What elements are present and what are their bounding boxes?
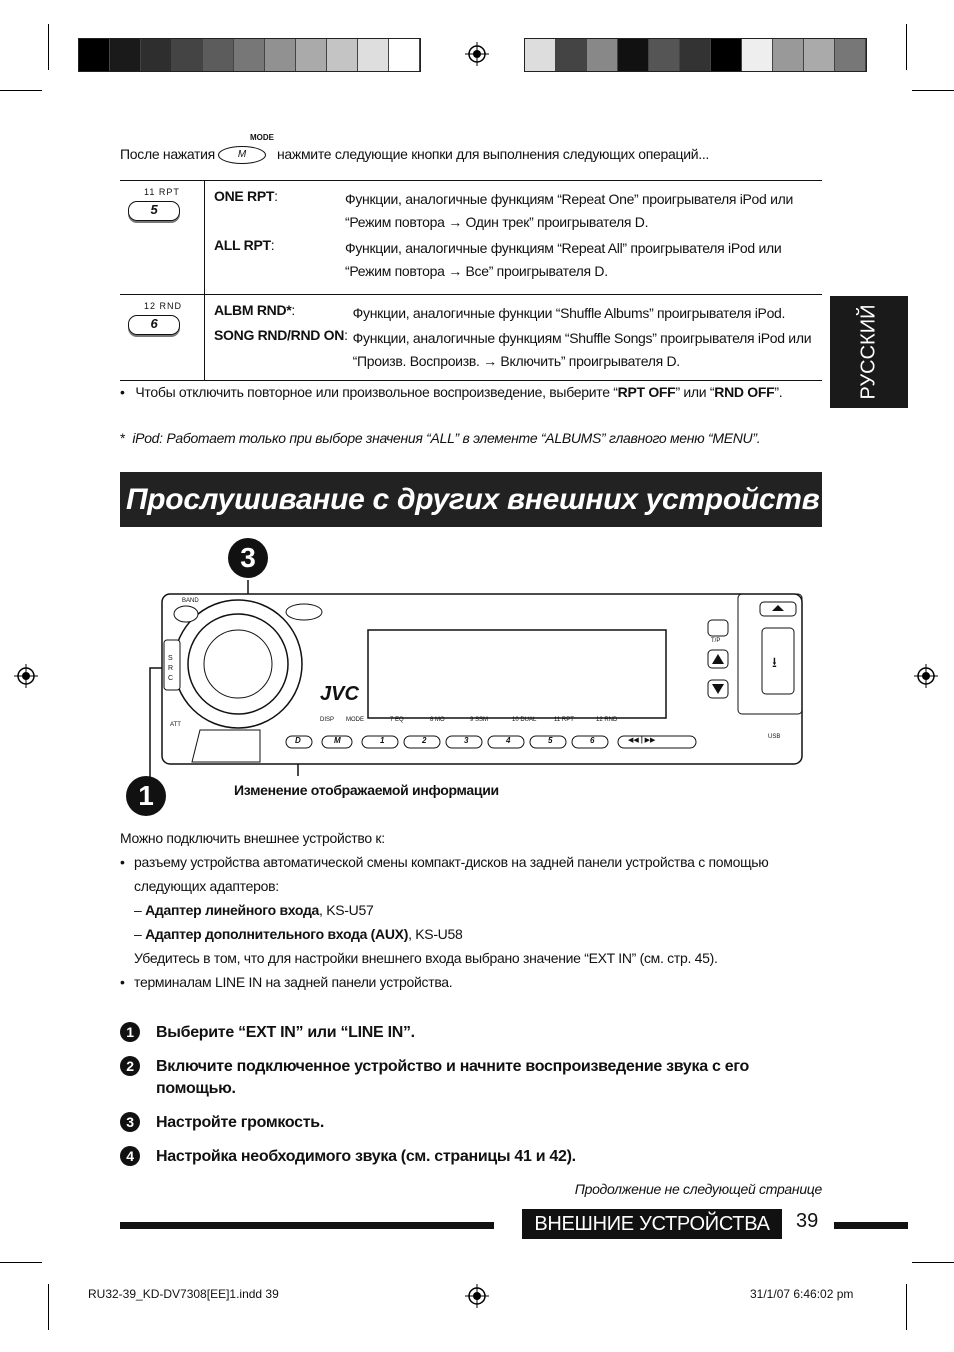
intro-line xyxy=(120,146,215,162)
key-label-dual: 10 DUAL xyxy=(512,717,537,723)
list-item: – Адаптер дополнительного входа (AUX), KS-U58 xyxy=(134,926,463,942)
step-number: 3 xyxy=(120,1112,140,1132)
key-m: M xyxy=(334,736,341,745)
step-text: Настройте громкость. xyxy=(156,1114,324,1131)
key-label-rpt: 11 RPT xyxy=(554,717,574,723)
adapter2-model: , KS-U58 xyxy=(408,926,463,942)
step-item xyxy=(120,1022,820,1044)
footer-section: ВНЕШНИЕ УСТРОЙСТВА xyxy=(522,1209,782,1239)
language-tab-label: РУССКИЙ xyxy=(857,304,880,400)
att-label: ATT xyxy=(170,722,181,728)
section-heading: Прослушивание с других внешних устройств xyxy=(120,472,822,527)
table-row xyxy=(120,295,822,381)
op-term: SONG RND/RND ON: xyxy=(214,327,348,343)
op-desc: Функции, аналогичные функциям “Shuffle Songs” проигрывателя iPod или “Произв. Воспроизв. → Включить” проигрывателя D. xyxy=(352,330,812,369)
op-cell xyxy=(205,181,823,295)
key-label-mo: 8 MO xyxy=(430,717,445,723)
callout-3: 3 xyxy=(228,538,268,578)
step-text: Включите подключенное устройство и начните воспроизведение звука с его помощью. xyxy=(156,1058,749,1097)
note-after: ”. xyxy=(774,384,783,400)
language-tab xyxy=(830,296,908,408)
key-label-eq: 7 EQ xyxy=(390,717,404,723)
table-row xyxy=(120,181,822,295)
crop-mark xyxy=(912,90,954,91)
color-bar-right xyxy=(524,38,867,72)
slug-date: 31/1/07 6:46:02 pm xyxy=(750,1287,854,1301)
brand-logo: JVC xyxy=(320,683,359,705)
usb-label: USB xyxy=(768,734,781,740)
op-desc: Функции, аналогичные функции “Shuffle Albums” проигрывателя iPod. xyxy=(352,305,786,321)
adapter2-name: Адаптер дополнительного входа (AUX) xyxy=(145,926,409,942)
list-item: • разъему устройства автоматической смены компакт-дисков на задней панели устройства с помощью следующих адаптеров: xyxy=(120,850,820,898)
crop-mark xyxy=(48,24,49,70)
key-6: 6 xyxy=(590,736,595,745)
list-item: – Адаптер линейного входа, KS-U57 xyxy=(134,902,374,918)
key-d: D xyxy=(295,736,301,745)
crop-mark xyxy=(0,90,42,91)
op-term: ALBM RND*: xyxy=(214,302,295,318)
op-cell xyxy=(205,295,823,381)
note-rnd-off: RND OFF xyxy=(714,384,775,400)
intro-before: После нажатия xyxy=(120,146,215,162)
op-term: ALL RPT: xyxy=(214,237,275,253)
key-2: 2 xyxy=(422,736,427,745)
crop-mark xyxy=(0,1262,42,1263)
usb-icon: ⭳ xyxy=(772,654,777,670)
step-number: 1 xyxy=(120,1022,140,1042)
step-number: 2 xyxy=(120,1056,140,1076)
key-cell xyxy=(120,295,205,381)
note-before: Чтобы отключить повторное или произвольное воспроизведение, выберите “ xyxy=(135,384,618,400)
key-cell xyxy=(120,181,205,295)
key-3: 3 xyxy=(464,736,469,745)
diagram-caption: Изменение отображаемой информации xyxy=(234,782,499,798)
car-stereo-diagram xyxy=(140,580,810,780)
connect-block xyxy=(120,826,820,994)
note-middle: ” или “ xyxy=(675,384,715,400)
operations-table xyxy=(120,180,822,381)
step-text: Выберите “EXT IN” или “LINE IN”. xyxy=(156,1024,415,1041)
op-desc: Функции, аналогичные функциям “Repeat All” проигрывателя iPod или “Режим повтора → Все” проигрывателя D. xyxy=(345,240,782,279)
seek-key: ◀◀ | ▶▶ xyxy=(628,737,656,744)
footnote-text: iPod: Работает только при выборе значения “ALL” в элементе “ALBUMS” главного меню “MENU”. xyxy=(132,430,761,446)
connect-item1: разъему устройства автоматической смены компакт-дисков на задней панели устройства с помощью следующих адаптеров: xyxy=(134,854,769,894)
registration-mark-icon xyxy=(914,664,938,688)
key-label-mode: MODE xyxy=(346,717,364,723)
step-item xyxy=(120,1146,820,1168)
registration-mark-icon xyxy=(465,42,489,66)
key-label: 11 RPT xyxy=(144,187,180,197)
step-number: 4 xyxy=(120,1146,140,1166)
crop-mark xyxy=(906,24,907,70)
tp-label: T/P xyxy=(711,638,721,644)
key-6-icon: 6 xyxy=(128,315,180,335)
src-label: S R C xyxy=(168,655,174,682)
intro-after: нажмите следующие кнопки для выполнения следующих операций... xyxy=(277,146,710,162)
step-text: Настройка необходимого звука (см. страницы 41 и 42). xyxy=(156,1148,576,1165)
list-item: • терминалам LINE IN на задней панели устройства. xyxy=(120,970,820,994)
op-term: ONE RPT: xyxy=(214,188,278,204)
slug-file: RU32-39_KD-DV7308[EE]1.indd 39 xyxy=(88,1287,279,1301)
connect-lead: Можно подключить внешнее устройство к: xyxy=(120,830,385,846)
bottom-key-labels xyxy=(320,717,636,723)
key-label-rnd: 12 RND xyxy=(596,717,618,723)
footer-rule xyxy=(834,1222,908,1229)
note-line xyxy=(120,384,820,400)
key-label-ssm: 9 SSM xyxy=(470,717,489,723)
adapter1-name: Адаптер линейного входа xyxy=(145,902,320,918)
callout-1: 1 xyxy=(126,776,166,816)
crop-mark xyxy=(912,1262,954,1263)
connect-item2: терминалам LINE IN на задней панели устройства. xyxy=(134,974,453,990)
continued-note: Продолжение не следующей странице xyxy=(574,1181,822,1197)
step-item xyxy=(120,1056,820,1100)
page-number: 39 xyxy=(796,1210,819,1232)
mode-label: MODE xyxy=(250,133,274,142)
steps-list xyxy=(120,1022,820,1168)
key-5: 5 xyxy=(548,736,553,745)
key-label-disp: DISP xyxy=(320,717,335,723)
crop-mark xyxy=(906,1284,907,1330)
adapter1-model: , KS-U57 xyxy=(319,902,374,918)
key-5-icon: 5 xyxy=(128,201,180,221)
footnote-mark: * xyxy=(120,430,126,446)
step-item xyxy=(120,1112,820,1134)
key-1: 1 xyxy=(380,736,385,745)
color-bar-left xyxy=(78,38,421,72)
footer-rule xyxy=(120,1222,494,1229)
bullet: • xyxy=(120,384,125,400)
footnote xyxy=(120,430,820,446)
note-rpt-off: RPT OFF xyxy=(617,384,676,400)
mode-key-icon: M xyxy=(218,146,266,164)
registration-mark-icon xyxy=(14,664,38,688)
key-4: 4 xyxy=(506,736,511,745)
key-label: 12 RND xyxy=(144,301,183,311)
op-desc: Функции, аналогичные функциям “Repeat One” проигрывателя iPod или “Режим повтора → Один трек” проигрывателя D. xyxy=(345,191,794,230)
registration-mark-icon xyxy=(465,1284,489,1308)
crop-mark xyxy=(48,1284,49,1330)
band-label: BAND xyxy=(182,598,199,604)
connect-check: Убедитесь в том, что для настройки внешнего входа выбрано значение “EXT IN” (см. стр. 45). xyxy=(134,950,718,966)
